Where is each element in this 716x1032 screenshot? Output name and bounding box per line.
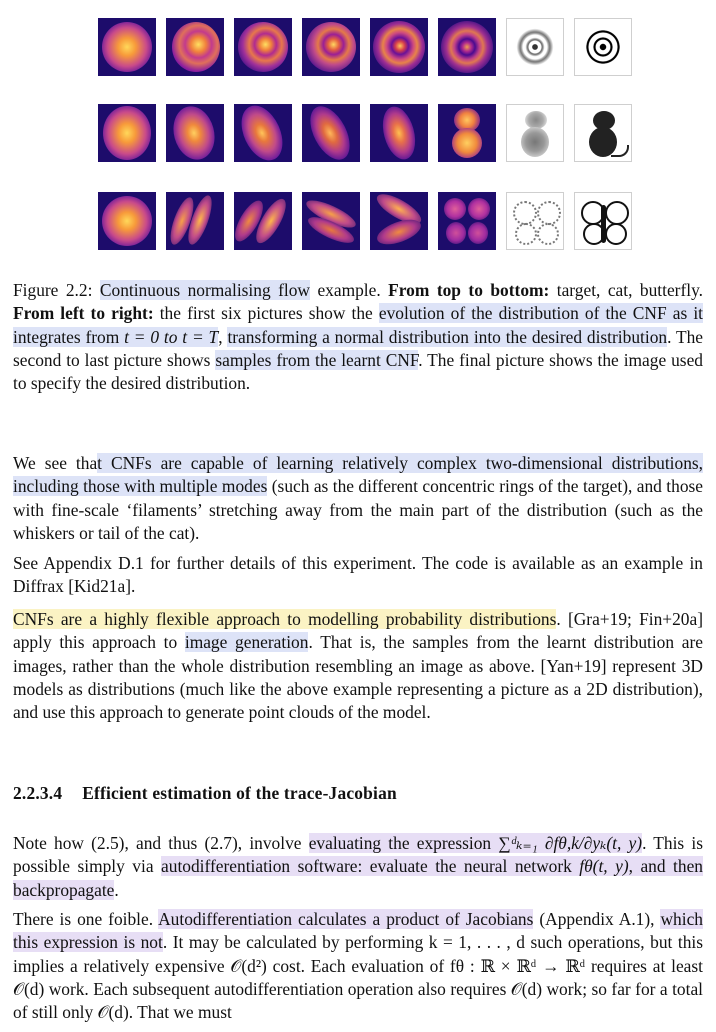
flow-panel [438,104,496,162]
samples-panel [506,18,564,76]
flow-panel [370,192,428,250]
flow-panel [438,18,496,76]
paragraph: See Appendix D.1 for further details of this experiment. The code is available as an example in Diffrax [Kid21a]. [13,553,703,597]
samples-panel [506,104,564,162]
paragraph: Note how (2.5), and thus (2.7), involve evaluating the expression ∑ᵈₖ₌₁ ∂fθ,k/∂yₖ(t, y). This is possible simply via autodifferentiation software: evaluate the neural network fθ(t, y), and then backpropagate. [13,833,703,900]
math-expression: fθ(t, y) [571,856,629,877]
paragraph: There is one foible. Autodifferentiation calculates a product of Jacobians (Appendix A.1), which this expression is not. It may be calculated by performing k = 1, . . . , d such operations, but this implies a relatively expensive 𝒪(d²) cost. Each evaluation of fθ : ℝ × ℝᵈ → ℝᵈ requires at least 𝒪(d) work. Each subsequent autodifferentiation operation also requires 𝒪(d) work; so far for a total of still only 𝒪(d). That we must [13,909,703,1023]
highlight: samples from the learnt CNF [215,349,419,370]
highlight: Continuous normalising flow [99,280,310,300]
highlight: Autodifferentiation calculates a product of Jacobians [158,909,534,929]
target-image-panel [574,192,632,250]
section-number: 2.2.3.4 [13,783,63,803]
flow-panel [302,18,360,76]
flow-panel [166,18,224,76]
highlight: autodifferentiation software: evaluate the neural network [161,856,572,877]
section-title: Efficient estimation of the trace-Jacobian [82,783,397,803]
target-image-panel [574,104,632,162]
flow-panel [98,18,156,76]
paragraph: We see that CNFs are capable of learning relatively complex two-dimensional distributions, including those with multiple modes (such as the different concentric rings of the target), and those with fine-scale ‘filaments’ stretching away from the main part of the distribution (such as the whiskers or tail of the cat). [13,453,704,543]
section-heading [13,783,397,804]
flow-panel [370,18,428,76]
flow-panel [234,18,292,76]
highlight: image generation [184,632,309,653]
flow-panel [98,192,156,250]
highlight: t CNFs are capable of learning relatively complex two-dimensional distributions, including those with multiple modes [13,453,704,497]
flow-panel [370,104,428,162]
flow-panel [302,192,360,250]
flow-panel [166,104,224,162]
highlight: evolution of the distribution of the CNF as it integrates from [13,303,703,347]
highlight: which this expression is not [13,909,703,953]
highlight: , and then backpropagate [13,856,703,900]
target-image-panel [574,18,632,76]
highlight: transforming a normal distribution into the desired distribution [227,326,668,347]
flow-panel [234,104,292,162]
highlight: CNFs are a highly flexible approach to modelling probability distributions [13,609,557,629]
flow-panel [302,104,360,162]
math-expression: ∑ᵈₖ₌₁ ∂fθ,k/∂yₖ(t, y) [491,833,643,853]
samples-panel [506,192,564,250]
highlight: evaluating the expression [308,833,492,853]
flow-panel [438,192,496,250]
caption-label: Figure 2.2: [13,280,93,300]
highlight: t = 0 to t = T [119,326,219,347]
paragraph: CNFs are a highly flexible approach to modelling probability distributions. [Gra+19; Fin+20a] apply this approach to image generation. That is, the samples from the learnt distribution are images, rather than the whole distribution resembling an image as above. [Yan+19] represent 3D models as distributions (much like the above example representing a picture as a 2D distribution), and use this approach to generate point clouds of the model. [13,609,703,723]
figure-caption: Figure 2.2: Continuous normalising flow example. From top to bottom: target, cat, butterfly. From left to right: the first six pictures show the evolution of the distribution of the CNF as it integrates from t = 0 to t = T, transforming a normal distribution into the desired distribution. The second to last picture shows samples from the learnt CNF. The final picture shows the image used to specify the desired distribution. [13,280,704,394]
flow-panel [166,192,224,250]
flow-panel [234,192,292,250]
flow-panel [98,104,156,162]
